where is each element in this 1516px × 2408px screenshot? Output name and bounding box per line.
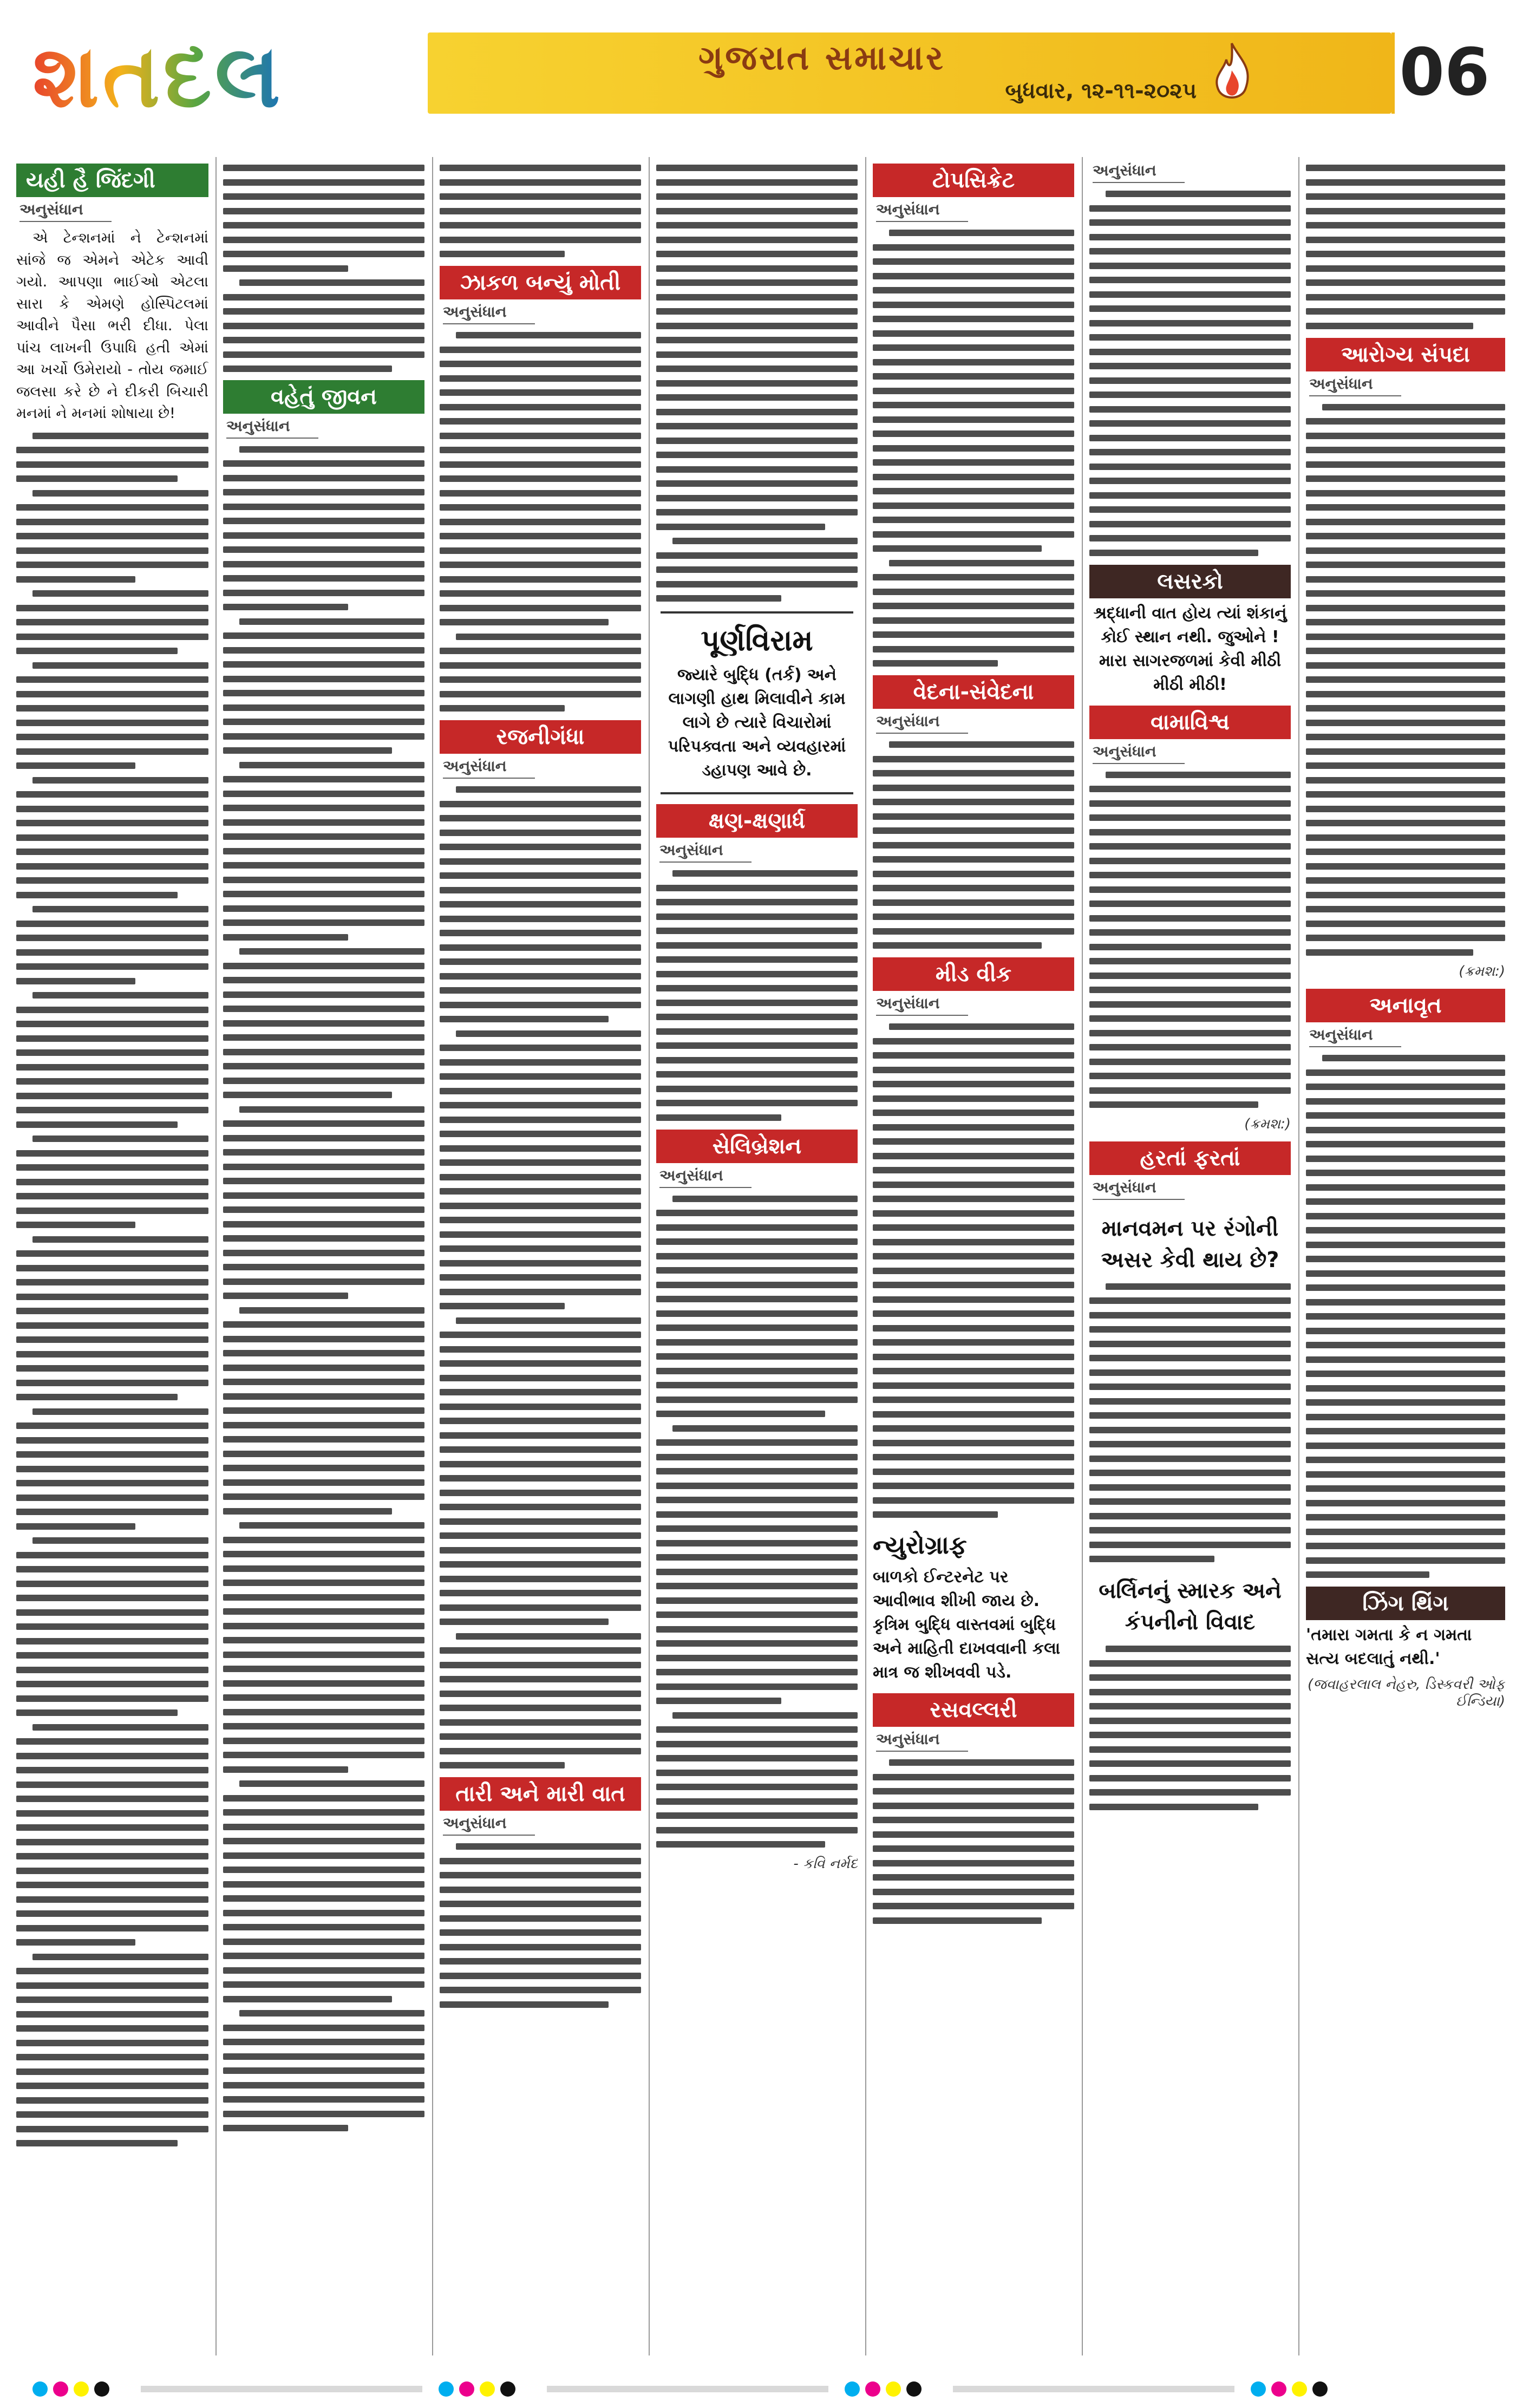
box-title-neurograph: ન્યુરોગ્રાફ	[873, 1530, 967, 1559]
section-header-tari-ane-mari-vat: તારી અને મારી વાત	[440, 1777, 641, 1811]
article-text-block	[1089, 1646, 1291, 1810]
article-text-block	[1089, 772, 1291, 1108]
section-header-vedana-samvedana: વેદના-સંવેદના	[873, 675, 1074, 709]
section-tag: અનુસંધાન	[1093, 1178, 1291, 1200]
section-tag: અનુસંધાન	[443, 303, 641, 324]
article-text-block	[16, 433, 208, 2147]
section-tag: અનુસંધાન	[876, 712, 1074, 734]
section-tag: અનુસંધાન	[876, 1730, 1074, 1752]
section-header-anavrut: અનાવૃત	[1306, 989, 1505, 1022]
article-text-block	[873, 230, 1074, 667]
article-text-block	[656, 870, 858, 1121]
section-tag: અનુસંધાન	[876, 200, 1074, 222]
section-tag: અનુસંધાન	[19, 200, 208, 222]
registration-dots	[439, 2381, 515, 2397]
article-text-block	[656, 165, 858, 602]
print-registration-bar	[0, 2377, 1516, 2408]
section-header-zing-thing: ઝિંગ થિંગ	[1306, 1587, 1505, 1620]
section-header-arogya-sampada: આરોગ્ય સંપદા	[1306, 338, 1505, 371]
flame-icon	[1207, 41, 1256, 106]
section-tag: અનુસંધાન	[1093, 161, 1291, 183]
article-text-block	[873, 1759, 1074, 1924]
poem-signature: - કવિ નર્મદ	[793, 1855, 858, 1872]
pullquote-title: પૂર્ણવિરામ	[701, 623, 813, 657]
logo-text: શતદલ	[32, 22, 284, 130]
column-divider	[1082, 157, 1083, 2355]
article-text-block	[440, 1843, 641, 2008]
registration-dots	[32, 2381, 109, 2397]
column-2	[223, 157, 424, 2355]
section-tag: અનુસંધાન	[659, 841, 858, 863]
section-header-vahetu-jivan: વહેતું જીવન	[223, 380, 424, 414]
section-header-celebration: સેલિબ્રેશન	[656, 1130, 858, 1163]
section-header-vamavishva: વામાવિશ્વ	[1089, 706, 1291, 739]
newspaper-name: ગુજરાત સમાચાર	[698, 38, 945, 77]
column-7	[1306, 157, 1505, 2355]
registration-strip	[953, 2386, 1234, 2392]
registration-strip	[547, 2386, 828, 2392]
article-text-block	[873, 1023, 1074, 1518]
article-text-block	[1306, 404, 1505, 956]
logo	[32, 22, 433, 130]
section-tag: અનુસંધાન	[443, 757, 641, 779]
column-divider	[1298, 157, 1299, 2355]
masthead	[0, 0, 1516, 141]
column-6	[1089, 157, 1291, 2355]
registration-dots	[845, 2381, 922, 2397]
section-tag: અનુસંધાન	[659, 1166, 858, 1188]
brand-bar	[428, 32, 1391, 114]
pullquote-text: જ્યારે બુદ્ધિ (તર્ક) અને લાગણી હાથ મિલાવીને કામ લાગે છે ત્યારે વિચારોમાં પરિપક્વતા અને વ્યવહારમાં ડહાપણ આવે છે.	[668, 665, 846, 780]
continuation-marker: (ક્રમશ:)	[1459, 963, 1505, 980]
section-header-kshan-kshanardh: ક્ષણ-ક્ષણાર્ધ	[656, 804, 858, 838]
column-divider	[865, 157, 866, 2355]
article-text-block	[223, 165, 424, 372]
article-opening	[16, 227, 208, 425]
column-1	[16, 157, 208, 2355]
continuation-marker: (ક્રમશ:)	[1244, 1115, 1291, 1132]
article-text-block	[1306, 1055, 1505, 1578]
section-header-harta-farta: હરતાં ફરતાં	[1089, 1141, 1291, 1175]
box-quote-neurograph: બાળકો ઈન્ટરનેટ પર આવીભાવ શીખી જાય છે. કૃત્રિમ બુદ્ધિ વાસ્તવમાં બુદ્ધિ અને માહિતી દાખવવાની કલા માત્ર જ શીખવવી પડે.	[873, 1568, 1061, 1682]
article-text-block	[440, 165, 641, 257]
column-divider	[432, 157, 433, 2355]
article-text-block	[223, 446, 424, 2132]
article-headline-berlin: બર્લિનનું સ્મારક અને કંપનીનો વિવાદ	[1099, 1578, 1282, 1635]
section-tag: અનુસંધાન	[876, 994, 1074, 1016]
article-text-block	[656, 1196, 858, 1848]
section-tag: અનુસંધાન	[1309, 1026, 1505, 1047]
registration-strip	[141, 2386, 422, 2392]
page-number: 06	[1391, 32, 1494, 114]
closing-attribution: (જવાહરલાલ નેહરુ, ડિસ્કવરી ઓફ ઈન્ડિયા)	[1308, 1676, 1505, 1709]
registration-dots	[1251, 2381, 1328, 2397]
closing-quote: 'તમારા ગમતા કે ન ગમતા સત્ય બદલાતું નથી.'	[1306, 1626, 1472, 1668]
column-divider	[649, 157, 650, 2355]
section-header-yahi-hai-zindagi: યહી હૈ જિંદગી	[16, 164, 208, 197]
pullquote-purnaviram	[661, 611, 853, 794]
issue-date: બુધવાર, ૧૨-૧૧-૨૦૨૫	[1005, 79, 1197, 103]
section-header-mid-week: મીડ વીક	[873, 957, 1074, 991]
article-text-block	[1089, 1283, 1291, 1563]
article-text-block	[873, 741, 1074, 949]
section-header-lasarko: લસરકો	[1089, 565, 1291, 598]
article-text-block	[1089, 191, 1291, 556]
section-tag: અનુસંધાન	[443, 1814, 641, 1836]
section-tag: અનુસંધાન	[1093, 742, 1291, 764]
column-divider	[215, 157, 217, 2355]
section-header-rajnigandha: રજનીગંધા	[440, 720, 641, 754]
column-3	[440, 157, 641, 2355]
section-header-rasvallari: રસવલ્લરી	[873, 1693, 1074, 1727]
article-paragraph: એ ટેન્શનમાં ને ટેન્શનમાં સાંજે જ એમને એટેક આવી ગયો. આપણા ભાઈઓ એટલા સારા કે એમણે હોસ્પિટલમાં આવીને પૈસા ભરી દીધા. પેલા પાંચ લાખની ઉપાધિ હતી એમાં આ ખર્ચો ઉમેરાયો - તોય જમાઈ જલસા કરે છે ને દીકરી બિચારી મનમાં ને મનમાં શોષાયા છે!	[16, 230, 208, 422]
section-tag: અનુસંધાન	[226, 417, 424, 439]
column-4	[656, 157, 858, 2355]
article-headline-colors: માનવમન પર રંગોની અસર કેવી થાય છે?	[1101, 1216, 1279, 1272]
section-header-zakal-banyu-moti: ઝાકળ બન્યું મોતી	[440, 266, 641, 299]
section-tag: અનુસંધાન	[1309, 375, 1505, 396]
column-5	[873, 157, 1074, 2355]
section-header-topsecret: ટોપસિક્રેટ	[873, 164, 1074, 197]
article-text-block	[1306, 165, 1505, 329]
article-text-block	[440, 332, 641, 712]
article-text-block	[440, 786, 641, 1769]
lasarko-quote: શ્રદ્ધાની વાત હોય ત્યાં શંકાનું કોઈ સ્થાન નથી. જુઓને ! મારા સાગરજળમાં કેવી મીઠી મીઠી મીઠી!	[1093, 603, 1287, 694]
